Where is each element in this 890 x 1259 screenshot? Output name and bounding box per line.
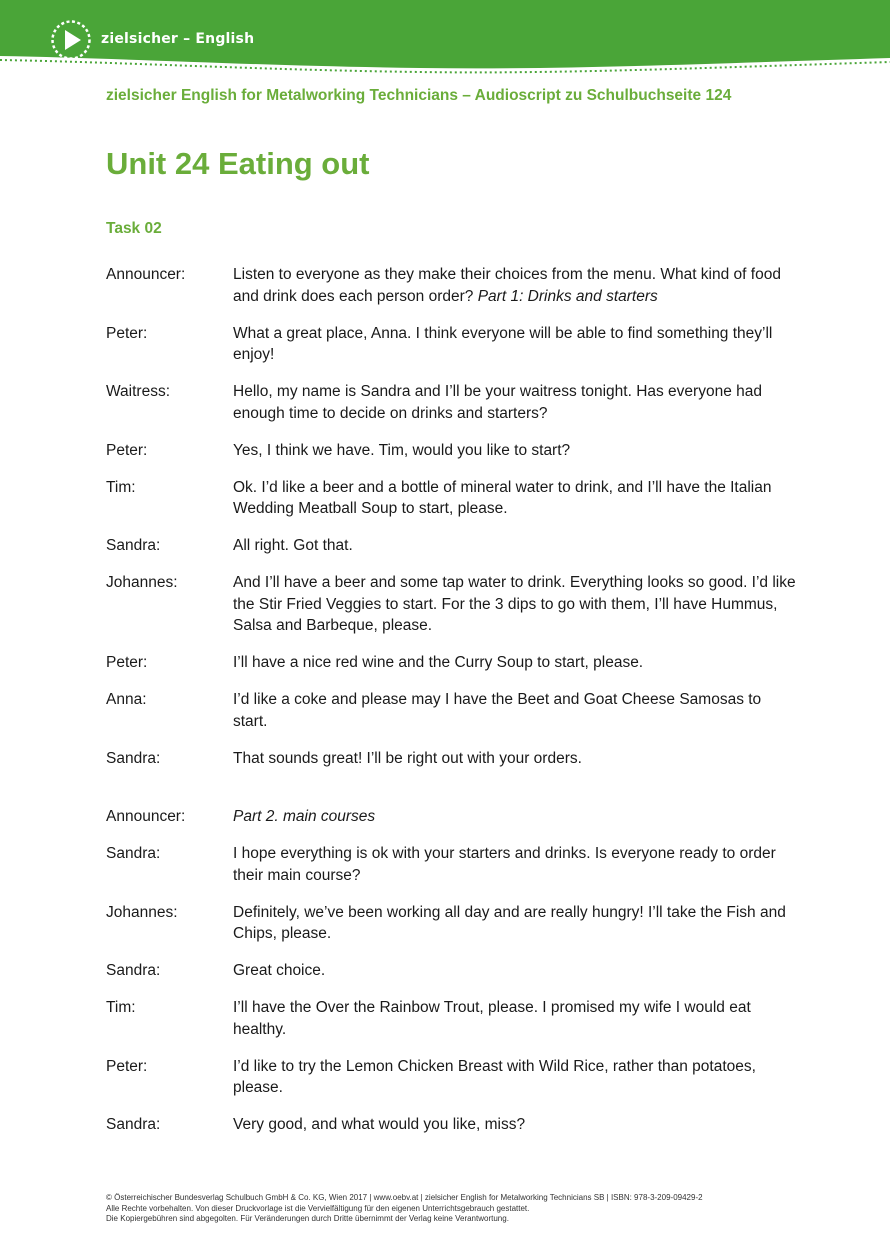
speech-text: All right. Got that. — [233, 537, 353, 554]
speech-text: I’d like to try the Lemon Chicken Breast with Wild Rice, rather than potatoes, please. — [233, 1057, 756, 1096]
task-label: Task 02 — [106, 220, 162, 237]
script-line — [106, 440, 796, 462]
footer-line: Die Kopiergebühren sind abgegolten. Für Veränderungen durch Dritte übernimmt der Verlag keine Verantwortung. — [106, 1214, 509, 1223]
copyright-footer — [106, 1193, 806, 1225]
speech-text: What a great place, Anna. I think everyone will be able to find something they’ll enjoy! — [233, 324, 773, 363]
logo-text: zielsicher – English — [101, 31, 255, 47]
speech-text: That sounds great! I’ll be right out with your orders. — [233, 749, 582, 767]
script-line — [106, 264, 796, 307]
script-line — [106, 806, 796, 828]
speech-text: I hope everything is ok with your starters and drinks. Is everyone ready to order their main course? — [233, 845, 776, 884]
speaker: Sandra: — [106, 1116, 161, 1133]
speech-text: I’d like a coke and please may I have the Beet and Goat Cheese Samosas to start. — [233, 691, 762, 730]
script-line — [106, 748, 796, 770]
footer-line: © Österreichischer Bundesverlag Schulbuch GmbH & Co. KG, Wien 2017 | www.oebv.at | zielsicher English for Metalworking Technicians SB | ISBN: 978-3-209-09429-2 — [106, 1193, 703, 1202]
speaker: Announcer: — [106, 266, 186, 283]
speaker: Tim: — [106, 999, 136, 1016]
script-line — [106, 960, 796, 982]
speaker: Announcer: — [106, 808, 186, 825]
speech-text: Listen to everyone as they make their choices from the menu. What kind of food and drink does each person order? Part 1: Drinks and starters — [233, 266, 781, 305]
speaker: Sandra: — [106, 962, 161, 979]
speech-text: I’ll have the Over the Rainbow Trout, please. I promised my wife I would eat healthy. — [233, 999, 751, 1038]
document-subtitle: zielsicher English for Metalworking Technicians – Audioscript zu Schulbuchseite 124 — [106, 87, 732, 104]
script-line — [106, 535, 796, 557]
speaker: Peter: — [106, 324, 148, 342]
script-line — [106, 843, 796, 886]
script-line — [106, 1114, 796, 1136]
speaker: Peter: — [106, 1057, 148, 1075]
speech-text: And I’ll have a beer and some tap water to drink. Everything looks so good. I’d like the Stir Fried Veggies to start. For the 3 dips to go with them, I’ll have Hummus, Salsa and Barbeque, please. — [233, 574, 796, 634]
speaker: Sandra: — [106, 845, 161, 862]
script-line — [106, 1056, 796, 1099]
speech-text: I’ll have a nice red wine and the Curry Soup to start, please. — [233, 654, 644, 671]
footer-line: Alle Rechte vorbehalten. Von dieser Druckvorlage ist die Vervielfältigung für den eigenen Unterrichtsgebrauch gestattet. — [106, 1203, 530, 1213]
script-line — [106, 652, 796, 674]
script-line — [106, 572, 796, 637]
speaker: Waitress: — [106, 383, 171, 400]
speech-text: Hello, my name is Sandra and I’ll be your waitress tonight. Has everyone had enough time to decide on drinks and starters? — [233, 383, 762, 422]
speaker: Sandra: — [106, 537, 161, 554]
speaker: Peter: — [106, 441, 148, 459]
speaker: Johannes: — [106, 574, 178, 591]
script-line — [106, 381, 796, 424]
play-icon[interactable] — [50, 19, 92, 61]
speaker: Johannes: — [106, 903, 178, 921]
speech-text: Ok. I’d like a beer and a bottle of mineral water to drink, and I’ll have the Italian Wedding Meatball Soup to start, please. — [233, 478, 772, 517]
script-line — [106, 689, 796, 732]
script-line — [106, 477, 796, 520]
speech-text: Very good, and what would you like, miss? — [233, 1116, 526, 1133]
speech-text: Part 2. main courses — [233, 808, 376, 825]
script-line — [106, 902, 796, 945]
audioscript — [106, 264, 796, 1151]
page-title: Unit 24 Eating out — [106, 146, 370, 181]
speaker: Tim: — [106, 478, 136, 496]
speaker: Peter: — [106, 654, 148, 671]
speaker: Sandra: — [106, 749, 161, 767]
speech-text: Definitely, we’ve been working all day and are really hungry! I’ll take the Fish and Chips, please. — [233, 903, 786, 942]
script-line — [106, 997, 796, 1040]
script-line — [106, 323, 796, 366]
speaker: Anna: — [106, 691, 147, 708]
speech-text: Great choice. — [233, 962, 326, 979]
speech-text: Yes, I think we have. Tim, would you like to start? — [233, 441, 571, 459]
